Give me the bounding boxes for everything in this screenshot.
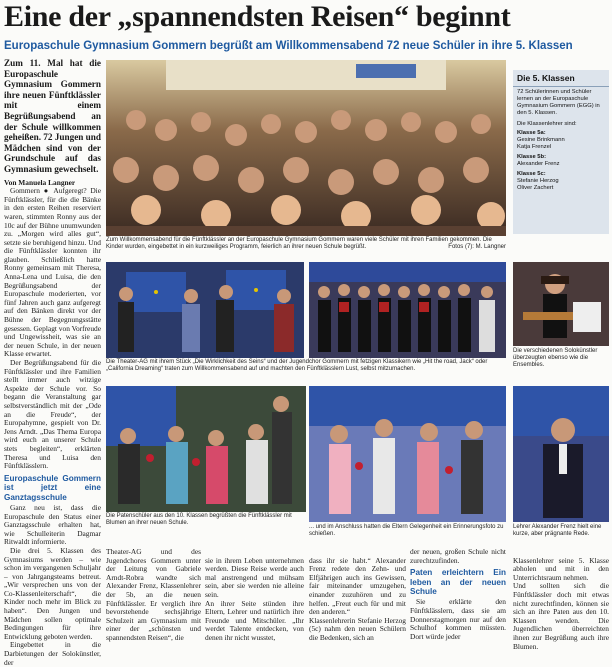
choir-photo	[309, 262, 506, 358]
paragraph: Die drei 5. Klassen des Gymnasiums werden – wie schon im vergangenen Schuljahr – von Jahrgangsteams betreut. „Wir versprechen uns von der Co-Klassenleiterschaft“, die Kinder noch mehr im Blick zu haben“. Den Jungen und Mädchen sollen optimale Bedingungen für ihre Entwicklung geboten werden.	[4, 545, 101, 641]
paragraph: Sie erklärte den Fünftklässlern, dass sie am Donnerstagmorgen nur auf den Schulhof kommen müssten. Dort würde jeder	[410, 597, 506, 641]
info-box-teachers-label: Die Klassenlehrer sind:	[517, 121, 577, 127]
group-names: Gesine Brinkmann Katja Frenzel	[517, 137, 565, 150]
text-column-5	[410, 547, 506, 641]
eltern-caption: ... und im Anschluss hatten die Eltern Gelegenheit ein Erinnerungsfoto zu schießen.	[309, 524, 504, 537]
paten-caption: Die Patenschüler aus den 10. Klassen begrüßten die Fünftklässler mit Blumen an ihrer neuen Schule.	[106, 513, 292, 526]
photo-credit: Fotos (7): M. Langner	[448, 244, 506, 250]
paragraph: Der Begrüßungsabend für die Fünftklässler und ihre Familien stellt immer auch witzige Aspekte der Schule vor. So begann die Veranstaltung gar selbstverständlich mit der „Ode an die Freude“, der Europahymne, gespielt von Dr. Jens Arndt. „Das Thema Europa wird euch an unserer Schule stets begleiten“, erklärten Theresa und Luisa den Fünftklässlern.	[4, 358, 101, 471]
info-box-title: Die 5. Klassen	[513, 70, 609, 87]
solo-photo-image	[513, 262, 609, 346]
paten-photo-image	[106, 386, 306, 512]
eltern-photo-image	[309, 386, 506, 522]
group-names: Alexander Frenz	[517, 161, 560, 167]
lehrer-photo	[513, 386, 609, 522]
paragraph: der neuen, großen Schule nicht zurechtzufinden.	[410, 547, 506, 565]
paragraph: Theater-AG und des Jugendchores Gommern unter der Leitung von Gabriele Arndt-Robra wandte sich Alexander Frenz, Klassenlehrer der 5b, an die neuen Fünftklässler. Er verglich ihre bevorstehende sechsjährige Schulzeit am Gymnasium mit einer der „schönsten und spannendsten Reisen“, die	[106, 547, 201, 642]
text-column-3	[205, 548, 304, 642]
main-photo-caption	[106, 237, 506, 257]
choir-photo-image	[309, 262, 506, 358]
text-column-4	[309, 548, 406, 642]
paragraph: Klassenlehrer seine 5. Klasse abholen und mit in den Unterrichtsraum nehmen. Und sollten sich die Fünftklässler doch mit etwas nicht zurechtfinden, können sie sich an ihre Paten aus den 10. Klassen wenden. Die Jugendlichen überreichten ihnen zur Begrüßung auch ihre Blumen.	[513, 555, 609, 651]
info-box-group	[513, 171, 609, 195]
solo-caption: Die verschiedenen Solokünstler überzeugten ebenso wie die Ensembles.	[513, 348, 598, 368]
eltern-photo	[309, 386, 506, 522]
text-column-6	[513, 548, 609, 651]
theater-photo	[106, 262, 304, 358]
group-class: Klasse 5c:	[517, 171, 546, 177]
paragraph: Eingebettet in die Darbietungen der Solokünstler, der	[4, 640, 101, 667]
headline: Eine der „spannendsten Reisen“ beginnt	[4, 0, 511, 33]
theater-photo-image	[106, 262, 304, 358]
paragraph: dass ihr sie habt.“ Alexander Frenz redete den Zehn- und Elfjährigen auch ins Gewissen, fair miteinander umzugehen, einander zuzuhören und zu helfen. „Freut euch für und mit den anderen.“ Klassenlehrerin Stefanie Herzog (5c) nahm den neuen Schülern die Bedenken, sich an	[309, 555, 406, 642]
info-box	[513, 70, 609, 234]
author: Von Manuela Langner	[4, 177, 76, 187]
group-class: Klasse 5b:	[517, 154, 546, 160]
caption-text: Zum Willkommensabend für die Fünftklässler an der Europaschule Gymnasium Gommern waren viele Schüler mit ihren Familien gekommen. Die Kinder wurden, eingebettet in ein kurzweiliges Programm, feierlich an ihrer neuen Schule begrüßt.	[106, 237, 492, 250]
paten-photo	[106, 386, 306, 512]
paragraph: Ganz neu ist, dass die Europaschule den Status einer Ganztagsschule erhalten hat, wie Schulleiterin Dagmar Ritwaldt informierte.	[4, 502, 101, 547]
lead-paragraph: Zum 11. Mal hat die Europaschule Gymnasium Gommern ihre neuen Fünftklässler mit einem Begrüßungsabend an der Schule willkommen geheißen. 72 Jungen und Mädchen sind von der Grundschule auf das Gymnasium gewechselt.	[4, 58, 102, 174]
info-box-group	[513, 130, 609, 154]
left-column	[4, 58, 102, 667]
lehrer-caption: Lehrer Alexander Frenz hielt eine kurze, aber prägnante Rede.	[513, 524, 602, 537]
paragraph: sie in ihrem Leben unternehmen werden. Diese Reise werde auch mal anstrengend und mühsam sein, aber sie werden nie alleine sein. An ihrer Seite stünden ihre Eltern, Lehrer und natürlich ihre Freunde und Mitschüler. „Ihr werdet Talente entdecken, von denen ihr nicht wusstet,	[205, 555, 304, 642]
info-box-group	[513, 154, 609, 171]
group-class: Klasse 5a:	[517, 130, 546, 136]
info-box-intro: 72 Schülerinnen und Schüler lernen an der Europaschule Gymnasium Gommern (EGG) in den 5. Klassen.	[517, 89, 600, 116]
lehrer-photo-image	[513, 386, 609, 522]
audience-photo-image	[106, 60, 506, 236]
text-column-2	[106, 547, 201, 642]
theater-caption: Die Theater-AG mit ihrem Stück „Die Wirklichkeit des Seins“ und der Jugendchor Gommern mit fetzigen Klassikern wie „Hit the road, Jack“ oder „California Dreaming“ traten zum Willkommensabend auf und machten den Fünftklässlern Lust, selbst mitzumachen.	[106, 359, 488, 372]
paragraph: Gommern ● Aufgeregt? Die Fünftklässler, für die die Bänke in den ersten Reihen reserviert waren, stimmten Ronny aus der 10c auf der Bühne unumwunden zu. „Morgen wird alles gut“, setzte sie beruhigend hinzu. Und die Fünftklässler konnten ihr glauben. Schließlich hatte Ronny gemeinsam mit Theresa, Anna-Lena und Luisa, die den Begrüßungsabend der Europaschule moderierten, vor fünf Jahren auch ganz aufgeregt auf den Bänken direkt vor der Bühne der Begegnungsstätte gesessen. Geplagt von Vorfreude und Ungewissheit, was sie an der neuen Schule, in der neuen Klasse erwartet.	[4, 186, 102, 359]
main-photo	[106, 60, 506, 236]
intertitle: Paten erleichtern Ein leben an der neuen Schule	[410, 568, 506, 596]
subheadline: Europaschule Gymnasium Gommern begrüßt am Willkommensabend 72 neue Schüler in ihre 5. Klassen	[4, 40, 573, 52]
group-names: Stefanie Herzog Oliver Zachert	[517, 178, 559, 191]
solo-photo	[513, 262, 609, 346]
intertitle: Europaschule Gommern ist jetzt eine Ganztagsschule	[4, 473, 101, 502]
